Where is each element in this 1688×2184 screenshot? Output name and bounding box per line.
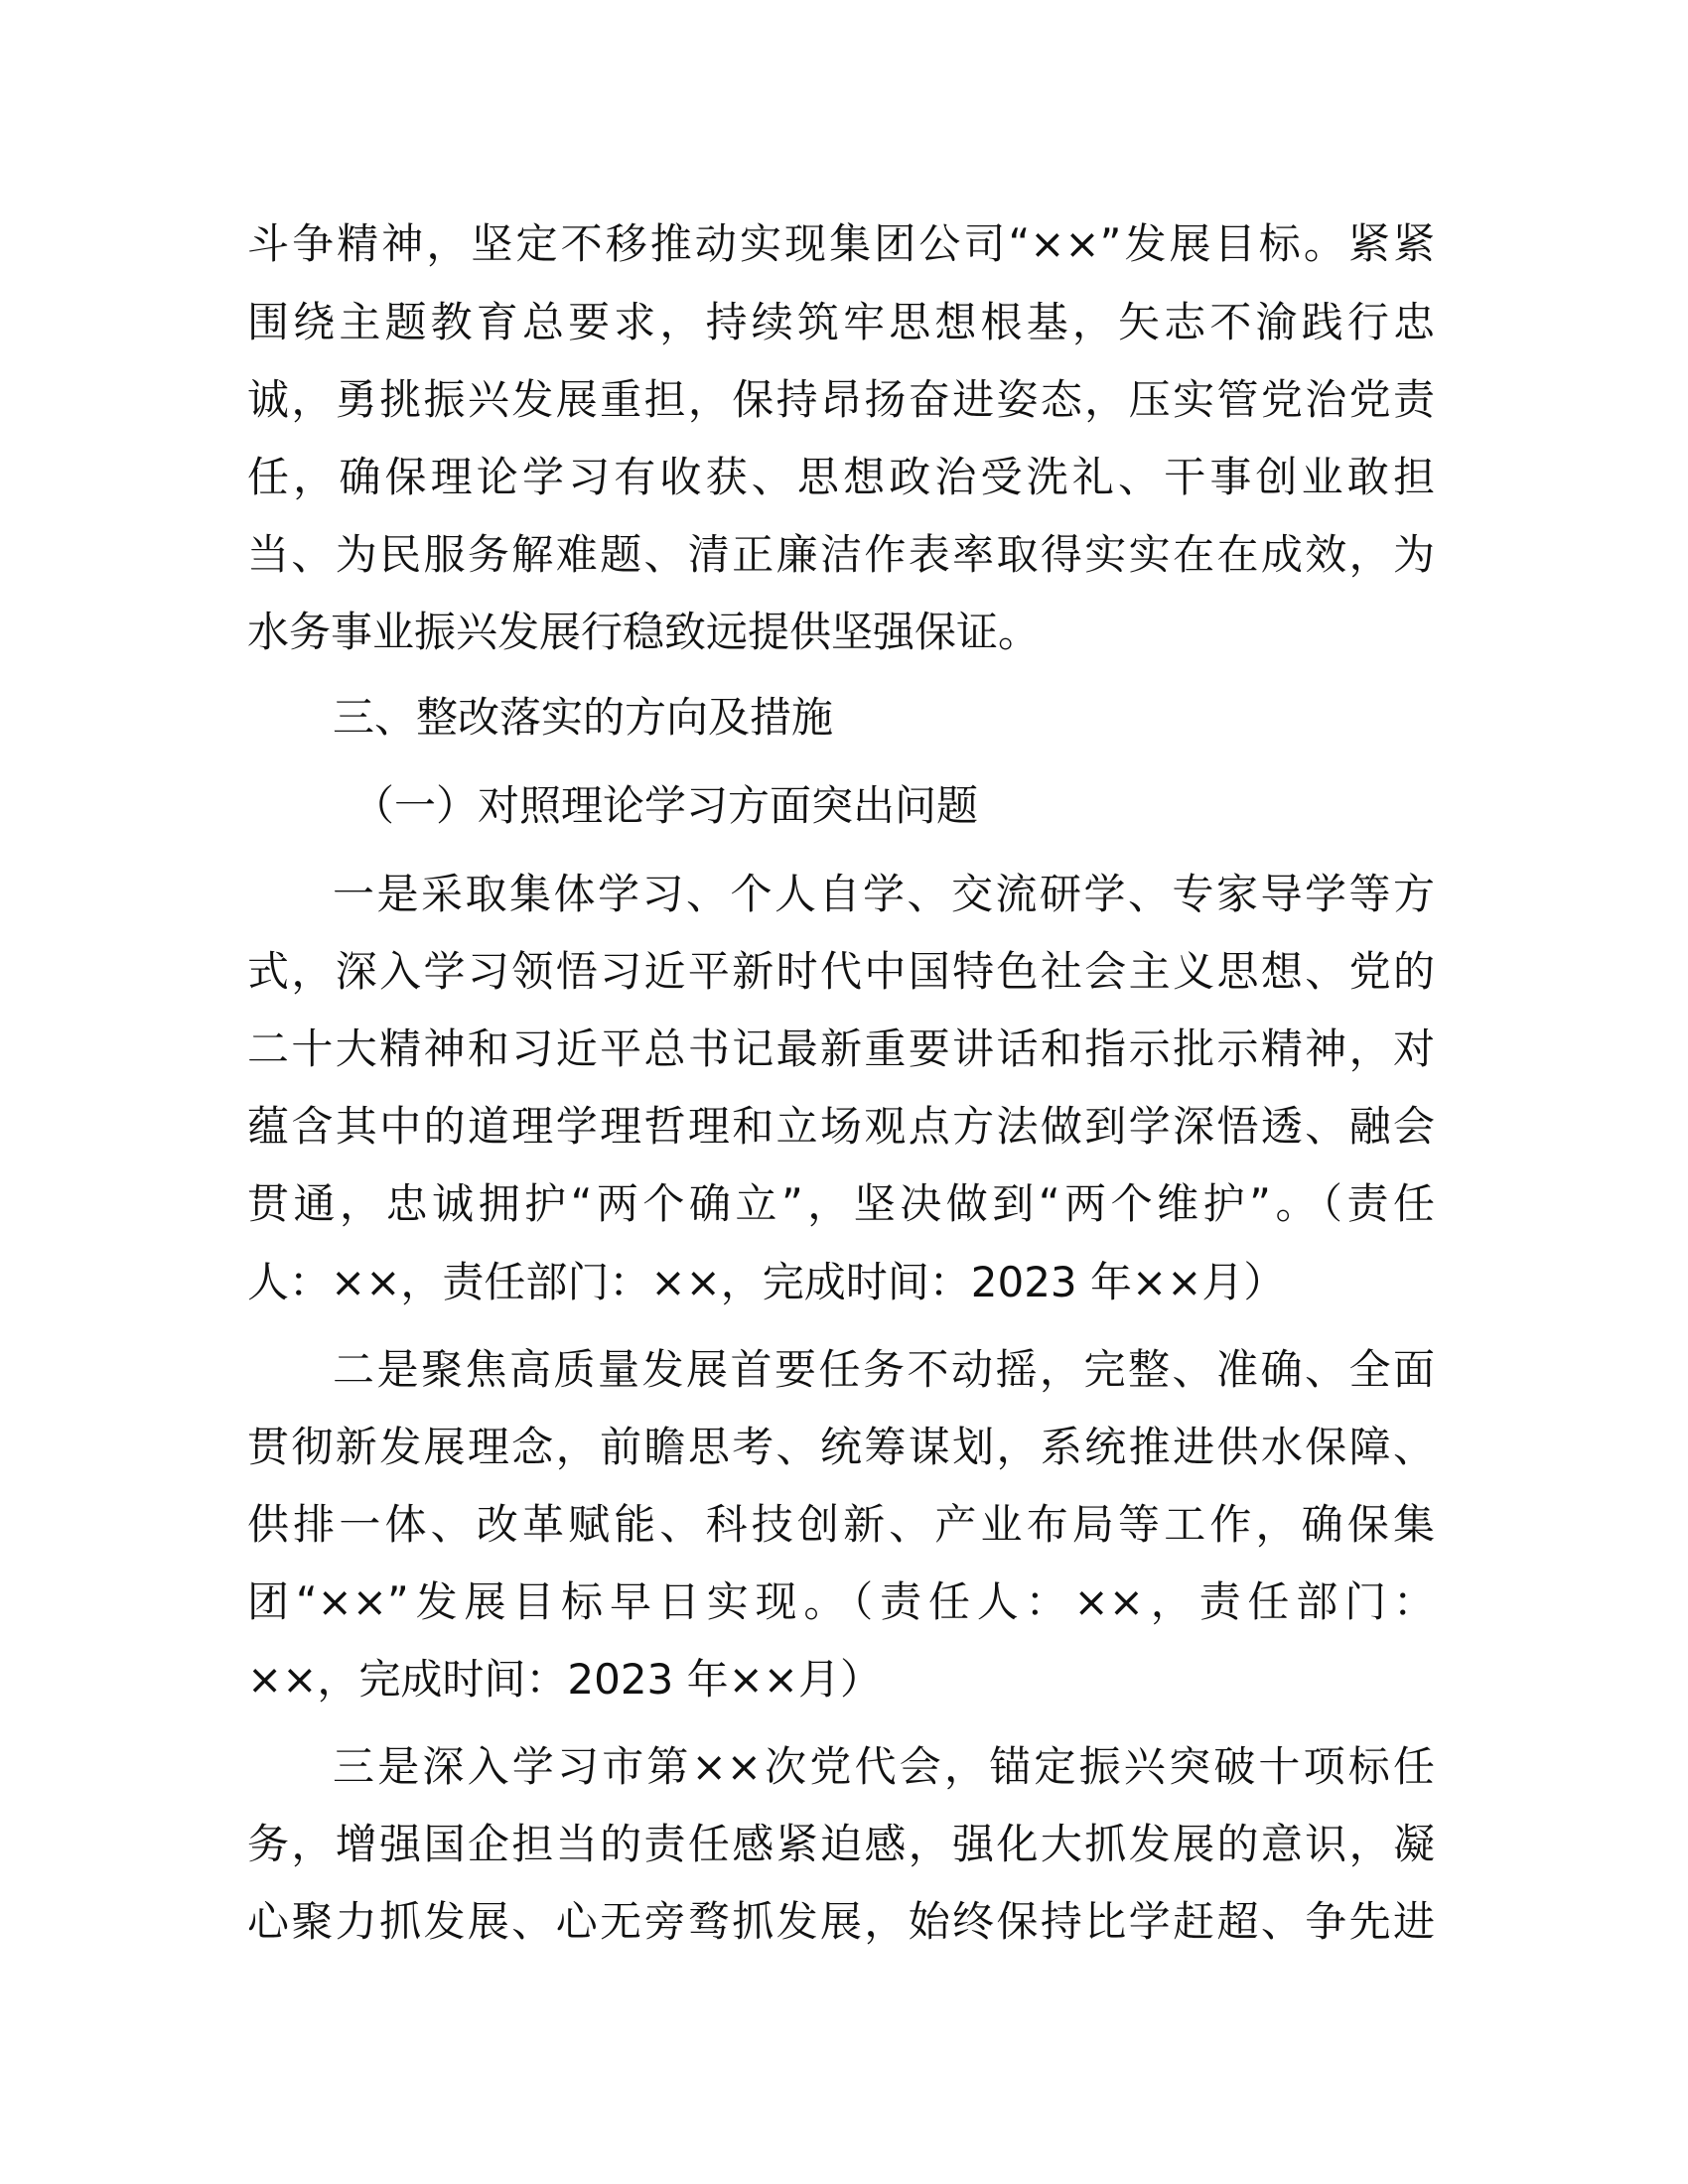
paragraph-line: 围绕主题教育总要求，持续筑牢思想根基，矢志不渝践行忠	[247, 298, 1435, 346]
paragraph-line: 人：××，责任部门：××，完成时间：2023 年××月）	[247, 1258, 1286, 1306]
paragraph-line: 供排一体、改革赋能、科技创新、产业布局等工作，确保集	[247, 1500, 1435, 1549]
paragraph-line: 诚，勇挑振兴发展重担，保持昂扬奋进姿态，压实管党治党责	[247, 375, 1435, 424]
paragraph-line: ××，完成时间：2023 年××月）	[247, 1655, 883, 1704]
paragraph-line: 一是采取集体学习、个人自学、交流研学、专家导学等方	[333, 870, 1435, 918]
paragraph-line: 团“××”发展目标早日实现。（责任人：××，责任部门：	[247, 1577, 1435, 1626]
paragraph-line: 蕴含其中的道理学理哲理和立场观点方法做到学深悟透、融会	[247, 1102, 1435, 1151]
paragraph-line: 贯通，忠诚拥护“两个确立”，坚决做到“两个维护”。（责任	[247, 1179, 1435, 1228]
subsection-heading: （一）对照理论学习方面突出问题	[352, 781, 979, 830]
paragraph-line: 三是深入学习市第××次党代会，锚定振兴突破十项标任	[333, 1742, 1435, 1791]
paragraph-line: 斗争精神，坚定不移推动实现集团公司“××”发展目标。紧紧	[247, 219, 1435, 268]
paragraph-line: 务，增强国企担当的责任感紧迫感，强化大抓发展的意识，凝	[247, 1820, 1435, 1868]
section-heading: 三、整改落实的方向及措施	[333, 693, 834, 742]
paragraph-line: 任，确保理论学习有收获、思想政治受洗礼、干事创业敢担	[247, 453, 1435, 501]
paragraph-line: 二十大精神和习近平总书记最新重要讲话和指示批示精神，对	[247, 1024, 1435, 1073]
paragraph-line: 水务事业振兴发展行稳致远提供坚强保证。	[247, 608, 1041, 656]
paragraph-line: 当、为民服务解难题、清正廉洁作表率取得实实在在成效，为	[247, 530, 1435, 579]
paragraph-line: 式，深入学习领悟习近平新时代中国特色社会主义思想、党的	[247, 947, 1435, 996]
paragraph-line: 二是聚焦高质量发展首要任务不动摇，完整、准确、全面	[333, 1345, 1435, 1394]
paragraph-line: 心聚力抓发展、心无旁骛抓发展，始终保持比学赶超、争先进	[247, 1897, 1435, 1946]
paragraph-line: 贯彻新发展理念，前瞻思考、统筹谋划，系统推进供水保障、	[247, 1423, 1435, 1471]
